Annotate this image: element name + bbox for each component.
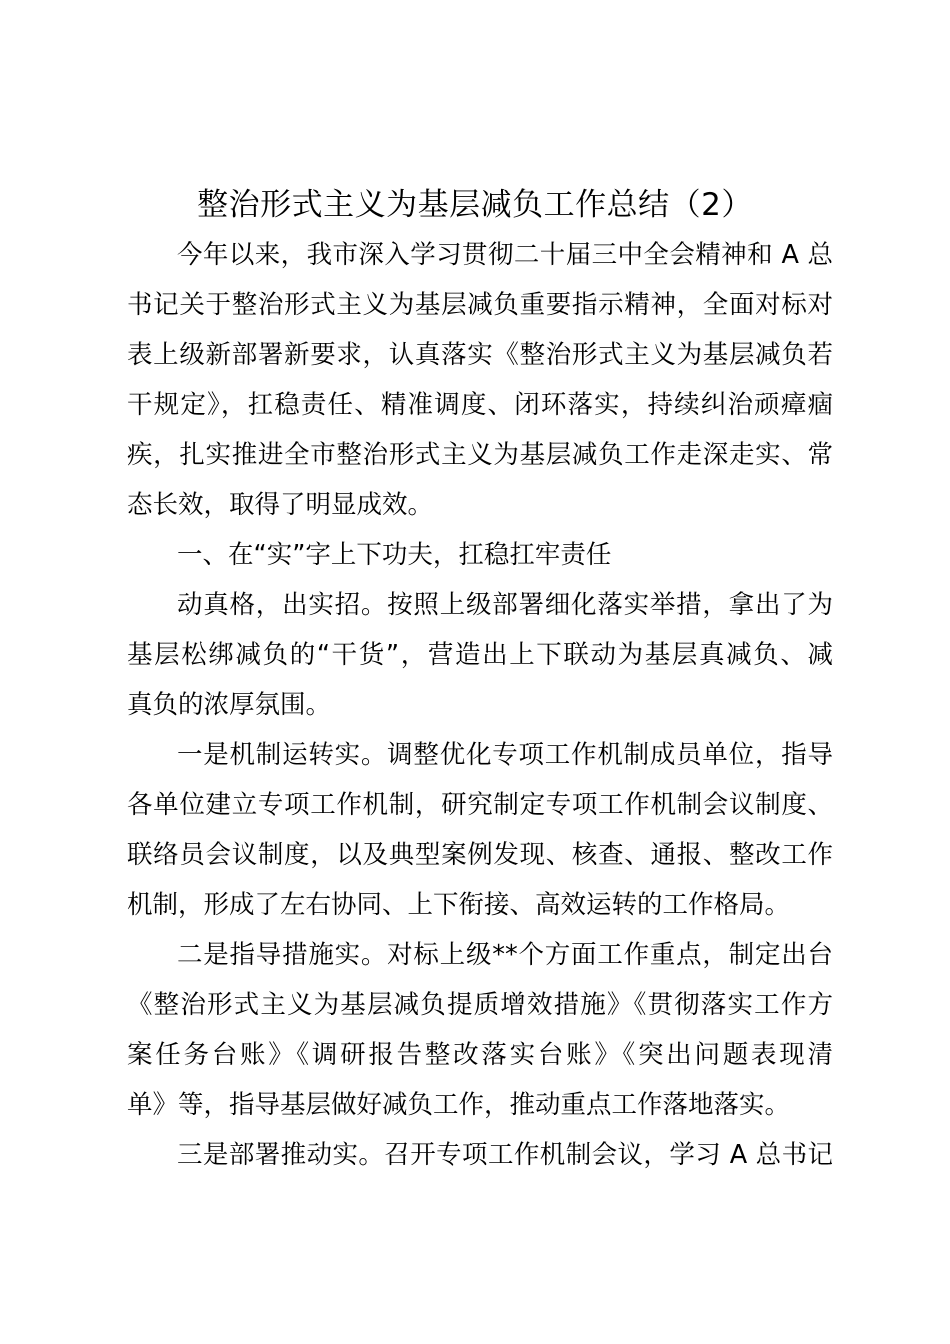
paragraph-line: 单》等，指导基层做好减负工作，推动重点工作落地落实。: [127, 1090, 791, 1120]
paragraph-line: 各单位建立专项工作机制，研究制定专项工作机制会议制度、: [127, 790, 833, 820]
paragraph-line: 疾，扎实推进全市整治形式主义为基层减负工作走深走实、常: [127, 440, 833, 470]
paragraph-line: 表上级新部署新要求，认真落实《整治形式主义为基层减负若: [127, 340, 833, 370]
paragraph-line: 案任务台账》《调研报告整改落实台账》《突出问题表现清: [127, 1040, 833, 1070]
paragraph-line: 三是部署推动实。召开专项工作机制会议，学习 A 总书记: [177, 1140, 833, 1170]
paragraph-line: 真负的浓厚氛围。: [127, 690, 332, 720]
paragraph-line: 动真格，出实招。按照上级部署细化落实举措，拿出了为: [177, 590, 833, 620]
paragraph-line: 干规定》，扛稳责任、精准调度、闭环落实，持续纠治顽瘴痼: [127, 390, 833, 420]
paragraph-line: 二是指导措施实。对标上级**个方面工作重点，制定出台: [177, 940, 833, 970]
paragraph-line: 基层松绑减负的“干货”，营造出上下联动为基层真减负、减: [127, 640, 833, 670]
paragraph-line: 《整治形式主义为基层减负提质增效措施》《贯彻落实工作方: [127, 990, 833, 1020]
paragraph-line: 一是机制运转实。调整优化专项工作机制成员单位，指导: [177, 740, 833, 770]
paragraph-line: 今年以来，我市深入学习贯彻二十届三中全会精神和 A 总: [177, 240, 833, 270]
paragraph-line: 书记关于整治形式主义为基层减负重要指示精神，全面对标对: [127, 290, 833, 320]
paragraph-line: 机制，形成了左右协同、上下衔接、高效运转的工作格局。: [127, 890, 791, 920]
section-heading: 一、在“实”字上下功夫，扛稳扛牢责任: [177, 540, 612, 570]
document-title: 整治形式主义为基层减负工作总结（2）: [197, 187, 753, 223]
paragraph-line: 态长效，取得了明显成效。: [127, 490, 434, 520]
paragraph-line: 联络员会议制度，以及典型案例发现、核查、通报、整改工作: [127, 840, 833, 870]
